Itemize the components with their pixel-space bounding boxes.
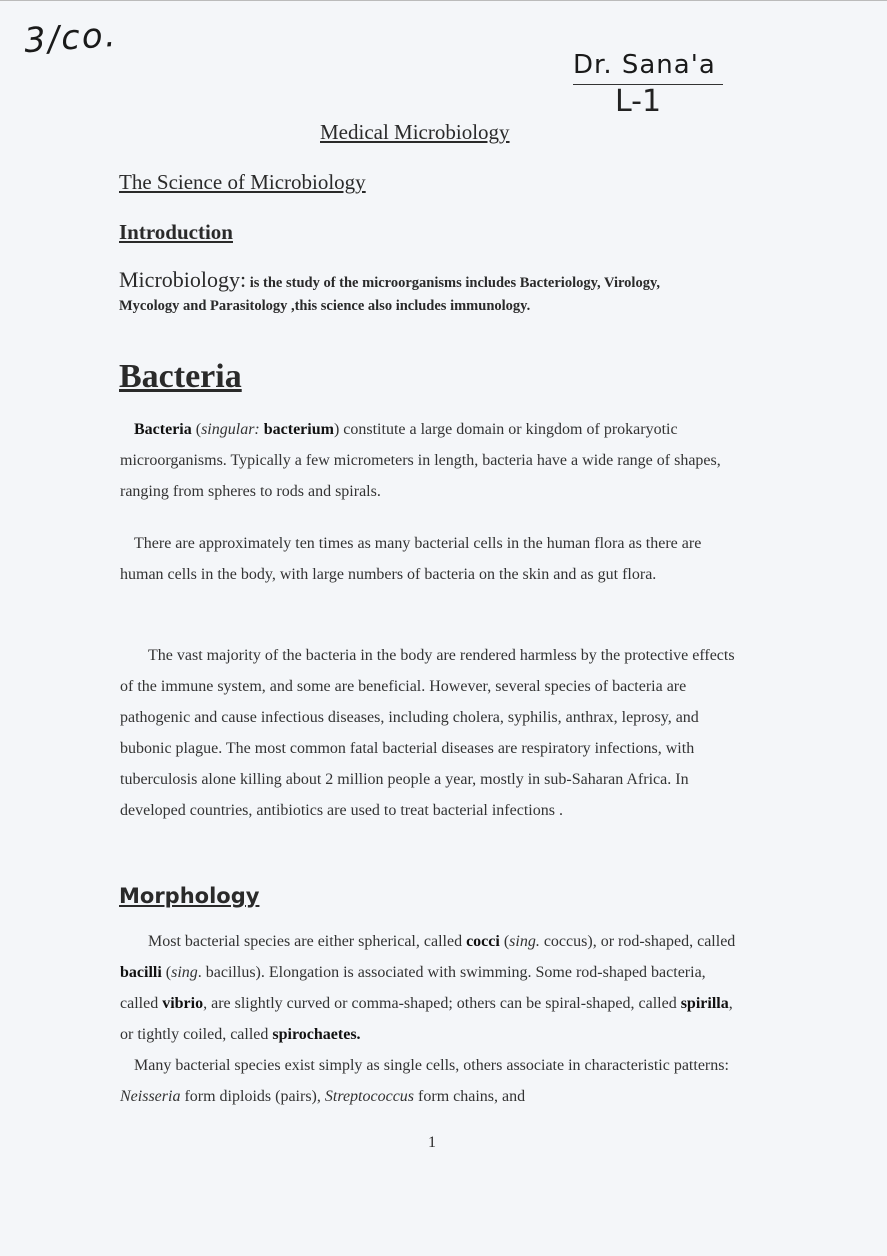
handwritten-author-text: Dr. Sana'a: [573, 50, 716, 80]
p1-paren: (: [191, 421, 202, 438]
m-sing1: sing.: [509, 933, 540, 950]
term-cocci: cocci: [466, 933, 500, 950]
term-spirilla: spirilla: [680, 995, 729, 1012]
handwritten-author: [573, 50, 716, 80]
bacteria-paragraph-3: [120, 640, 740, 826]
microbiology-definition: [119, 268, 679, 318]
term-bacterium: bacterium: [259, 421, 334, 438]
bacteria-paragraph-1: [120, 414, 740, 507]
term-vibrio: vibrio: [162, 995, 204, 1012]
p1-rest: ) constitute a large domain or kingdom of prokaryotic microorganisms. Typically a few micrometers in length, bacteria have a wide range of shapes, ranging from spheres to rods and spirals.: [120, 421, 721, 500]
heading-morphology: Morphology: [119, 884, 260, 908]
term-spirochaetes: spirochaetes.: [272, 1026, 361, 1043]
handwritten-note-left: 3/co.: [22, 14, 119, 62]
m-h: Many bacterial species exist simply as single cells, others associate in characteristic patterns:: [134, 1057, 729, 1074]
term-neisseria: Neisseria: [120, 1088, 181, 1105]
page-number: 1: [428, 1134, 436, 1151]
heading-bacteria: Bacteria: [119, 358, 242, 395]
term-bacilli: bacilli: [120, 964, 162, 981]
bacteria-paragraph-2: [120, 528, 740, 590]
m-j: form chains, and: [414, 1088, 526, 1105]
definition-term: Microbiology:: [119, 267, 247, 292]
morphology-paragraph: [120, 926, 740, 1112]
m-b: (: [499, 933, 510, 950]
page-title: Medical Microbiology: [320, 120, 510, 144]
m-e: . bacillus). Elongation is associated with swimming. Some rod-shaped bacteria, called: [120, 964, 706, 1012]
m-a: Most bacterial species are either spherical, called: [148, 933, 467, 950]
m-i: form diploids (pairs),: [180, 1088, 325, 1105]
handwritten-lecture-number: L-1: [615, 84, 662, 119]
scan-edge: [0, 0, 887, 1]
m-c: coccus), or rod-shaped, called: [539, 933, 736, 950]
p2-text: There are approximately ten times as many bacterial cells in the human flora as there are human cells in the body, with large numbers of bacteria on the skin and as gut flora.: [120, 535, 702, 583]
heading-science: The Science of Microbiology: [119, 170, 366, 194]
m-g: , or tightly coiled, called: [120, 995, 733, 1043]
definition-text: is the study of the microorganisms includes Bacteriology, Virology, Mycology and Parasitology ,this science also includes immunology.: [119, 275, 661, 314]
m-f: , are slightly curved or comma-shaped; others can be spiral-shaped, called: [203, 995, 681, 1012]
singular-label: singular:: [201, 421, 260, 438]
m-sing2: sing: [171, 964, 198, 981]
term-bacteria: Bacteria: [134, 421, 192, 438]
m-d: (: [161, 964, 172, 981]
heading-introduction: Introduction: [119, 220, 233, 244]
term-streptococcus: Streptococcus: [324, 1088, 415, 1105]
p3-text: The vast majority of the bacteria in the body are rendered harmless by the protective effects of the immune system, and some are beneficial. However, several species of bacteria are pathogenic and cause infectious diseases, including cholera, syphilis, anthrax, leprosy, and bubonic plague. The most common fatal bacterial diseases are respiratory infections, with tuberculosis alone killing about 2 million people a year, mostly in sub-Saharan Africa. In developed countries, antibiotics are used to treat bacterial infections .: [120, 647, 735, 819]
